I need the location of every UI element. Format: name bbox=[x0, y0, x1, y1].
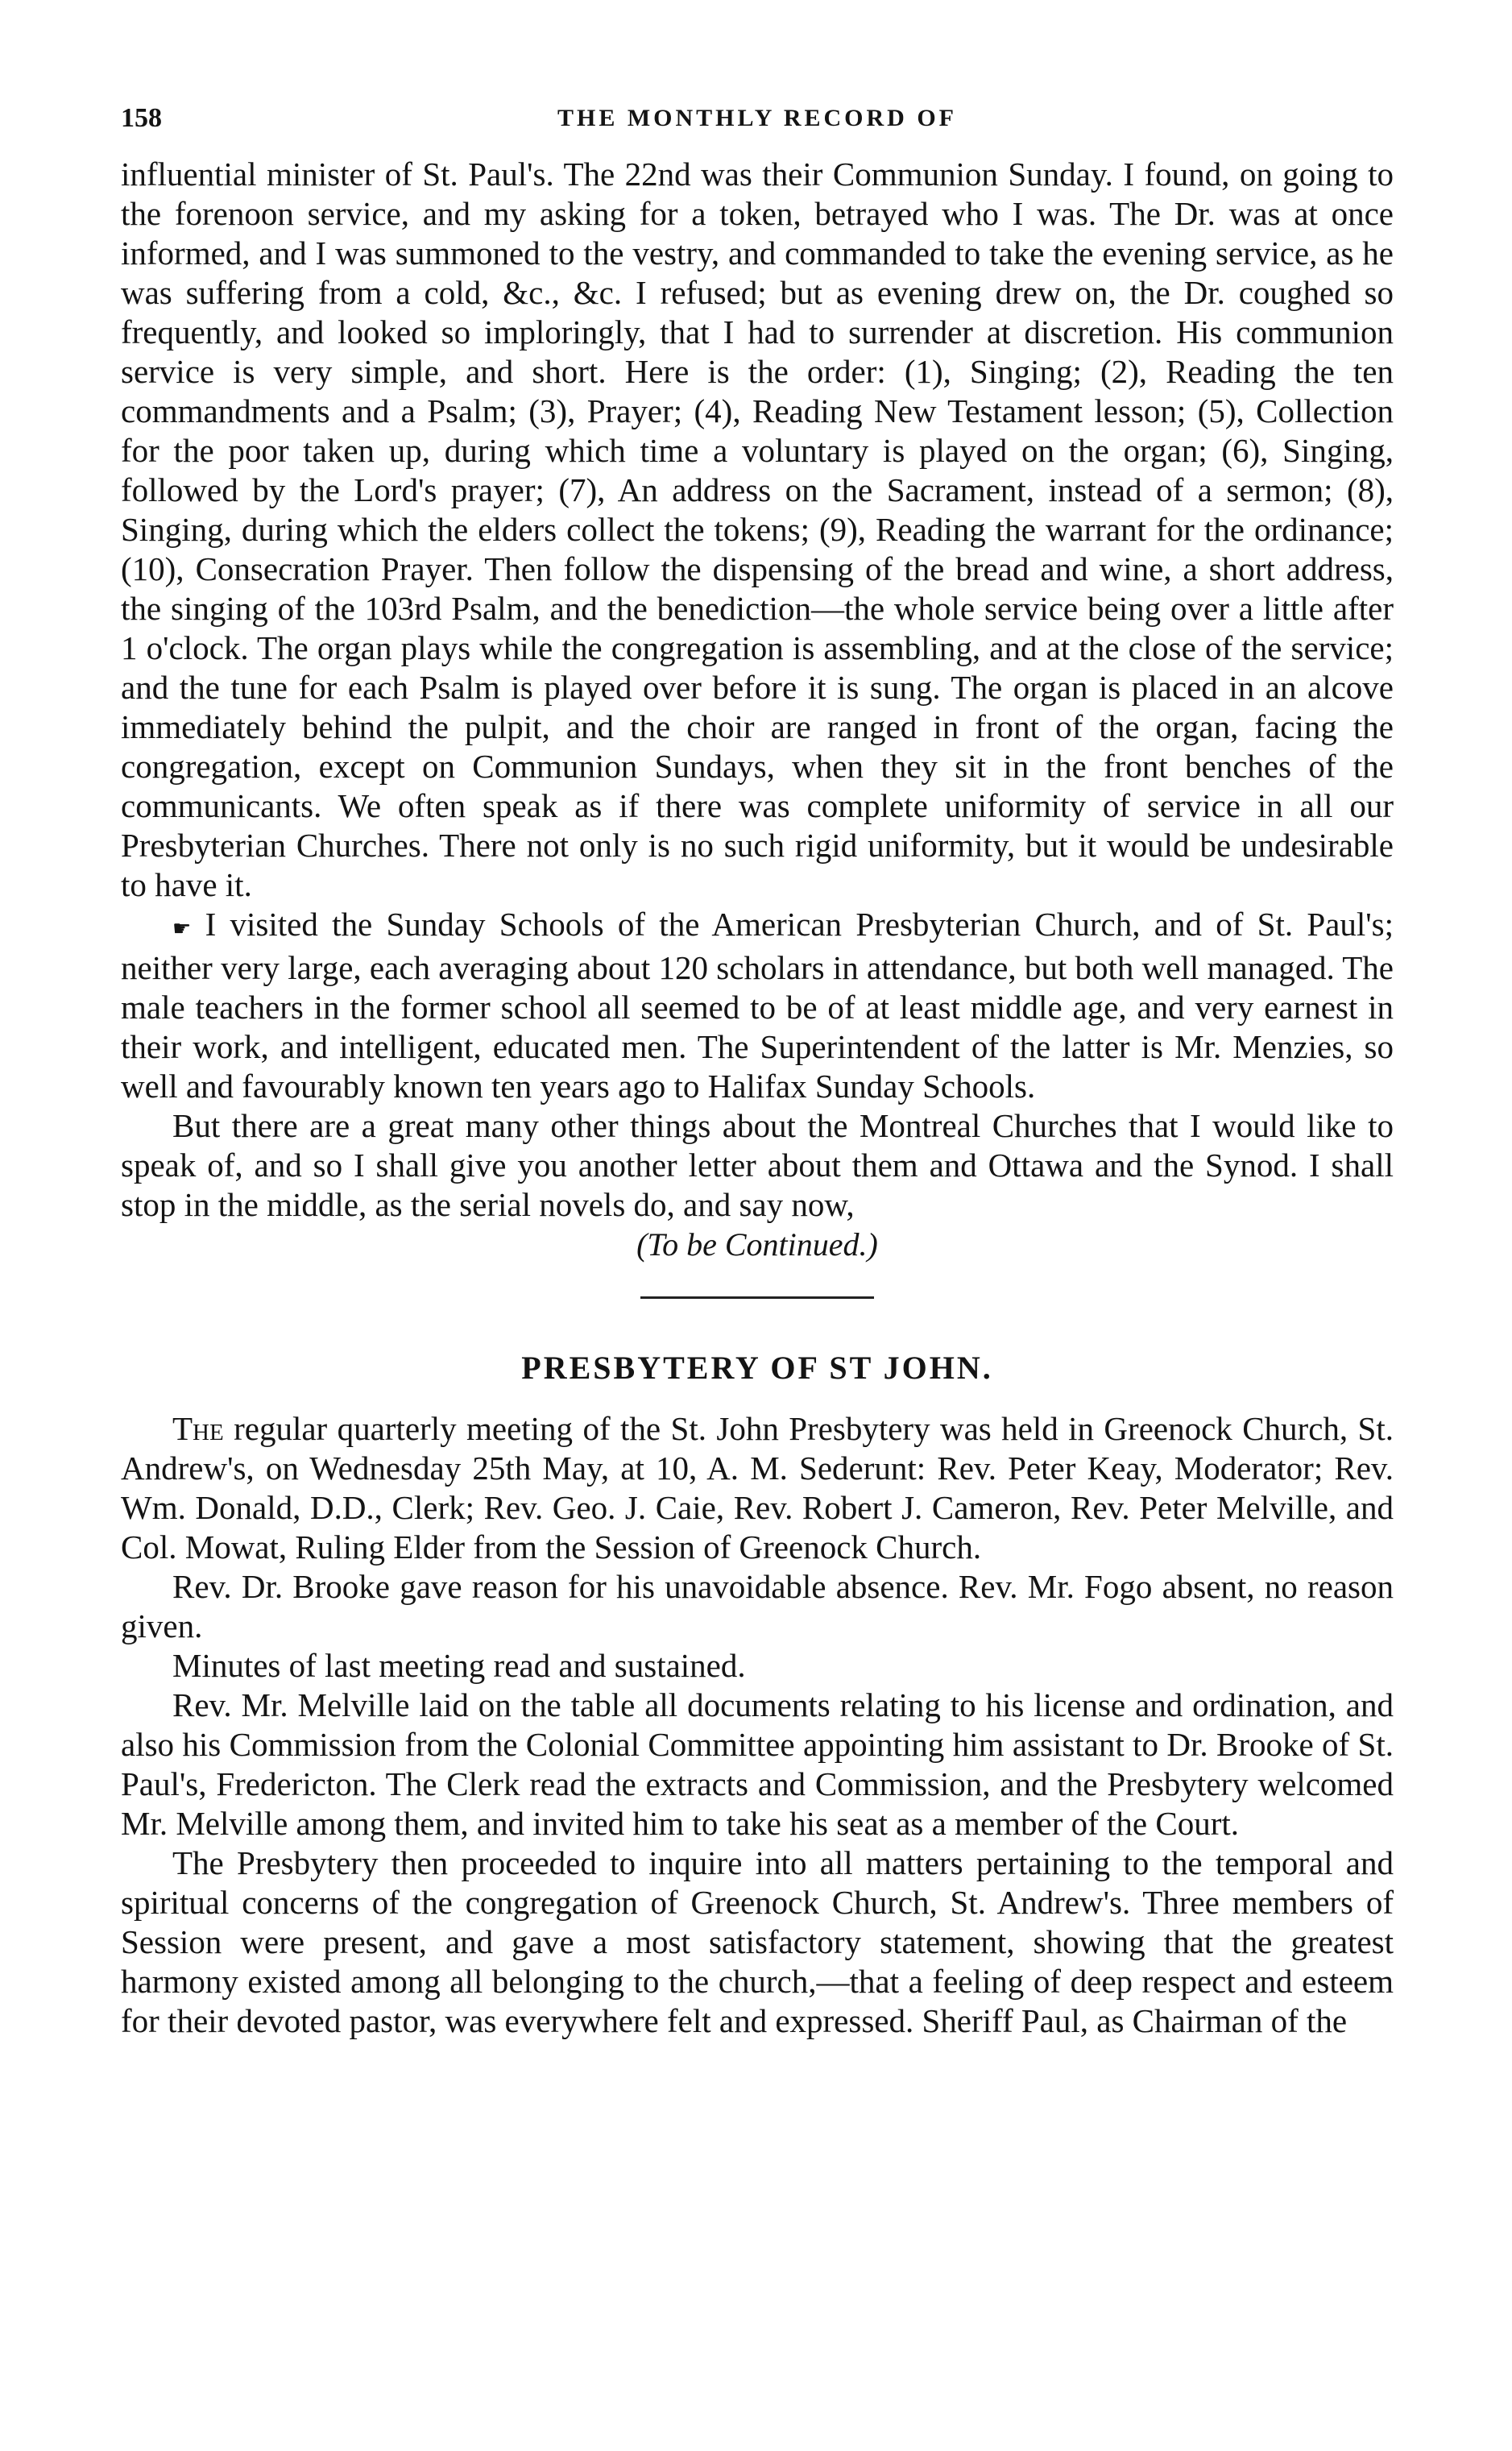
letter-paragraph: But there are a great many other things about the Montreal Churches that I would like to speak of, and so I shall give you another letter about them and Ottawa and the Synod. I shall stop in the middle, as the serial novels do, and say now, bbox=[121, 1107, 1394, 1223]
page-number: 158 bbox=[121, 103, 162, 133]
presbytery-paragraph: Rev. Dr. Brooke gave reason for his unavoidable absence. Rev. Mr. Fogo absent, no reason given. bbox=[121, 1568, 1394, 1644]
presbytery-paragraph-text: regular quarterly meeting of the St. John Presbytery was held in Greenock Church, St. Andrew's, on Wednesday 25th May, at 10, A. M. Sederunt: Rev. Peter Keay, Moderator; Rev. Wm. Donald, D.D., Clerk; Rev. Geo. J. Caie, Rev. Robert J. Cameron, Rev. Peter Melville, and Col. Mowat, Ruling Elder from the Session of Greenock Church. bbox=[121, 1410, 1394, 1566]
section-heading: PRESBYTERY OF ST JOHN. bbox=[521, 1350, 993, 1386]
presbytery-paragraph bbox=[121, 1409, 1394, 1567]
presbytery-paragraph: Minutes of last meeting read and sustained. bbox=[172, 1647, 746, 1684]
presbytery-section bbox=[121, 1409, 1394, 2041]
document-page bbox=[121, 81, 1394, 2041]
to-be-continued-note: (To be Continued.) bbox=[636, 1226, 878, 1263]
letter-paragraph-text: I visited the Sunday Schools of the American Presbyterian Church, and of St. Paul's; neither very large, each averaging about 120 scholars in attendance, but both well managed. The male teachers in the former school all seemed to be of at least middle age, and very earnest in their work, and intelligent, educated men. The Superintendent of the latter is Mr. Menzies, so well and favourably known ten years ago to Halifax Sunday Schools. bbox=[121, 906, 1394, 1105]
letter-section bbox=[121, 155, 1394, 1225]
journal-title: THE MONTHLY RECORD OF bbox=[557, 105, 957, 131]
letter-paragraph bbox=[121, 905, 1394, 1106]
letter-paragraph: influential minister of St. Paul's. The 22nd was their Communion Sunday. I found, on going to the forenoon service, and my asking for a token, betrayed who I was. The Dr. was at once informed, and I was summoned to the vestry, and commanded to take the evening service, as he was suffering from a cold, &c., &c. I refused; but as evening drew on, the Dr. coughed so frequently, and looked so imploringly, that I had to surrender at discretion. His communion service is very simple, and short. Here is the order: (1), Singing; (2), Reading the ten commandments and a Psalm; (3), Prayer; (4), Reading New Testament lesson; (5), Collection for the poor taken up, during which time a voluntary is played on the organ; (6), Singing, followed by the Lord's prayer; (7), An address on the Sacrament, instead of a sermon; (8), Singing, during which the elders collect the tokens; (9), Reading the warrant for the ordinance; (10), Consecration Prayer. Then follow the dispensing of the bread and wine, a short address, the singing of the 103rd Psalm, and the benediction—the whole service being over a little after 1 o'clock. The organ plays while the congregation is assembling, and at the close of the service; and the tune for each Psalm is played over before it is sung. The organ is placed in an alcove immediately behind the pulpit, and the choir are ranged in front of the organ, facing the congregation, except on Communion Sundays, when they sit in the front benches of the communicants. We often speak as if there was complete uniformity of service in all our Presbyterian Churches. There not only is no such rigid uniformity, but it would be undesirable to have it. bbox=[121, 156, 1394, 903]
section-divider bbox=[640, 1296, 874, 1299]
opening-word: The bbox=[172, 1410, 224, 1447]
running-head bbox=[121, 81, 1394, 137]
presbytery-paragraph: Rev. Mr. Melville laid on the table all documents relating to his license and ordination, and also his Commission from the Colonial Committee appointing him assistant to Dr. Brooke of St. Paul's, Fredericton. The Clerk read the extracts and Commission, and the Presbytery welcomed Mr. Melville among them, and invited him to take his seat as a member of the Court. bbox=[121, 1686, 1394, 1842]
pointing-hand-icon: ☛ bbox=[172, 917, 192, 940]
presbytery-paragraph: The Presbytery then proceeded to inquire into all matters pertaining to the temporal and spiritual concerns of the congregation of Greenock Church, St. Andrew's. Three members of Session were present, and gave a most satisfactory statement, showing that the greatest harmony existed among all belonging to the church,—that a feeling of deep respect and esteem for their devoted pastor, was everywhere felt and expressed. Sheriff Paul, as Chairman of the bbox=[121, 1844, 1394, 2039]
